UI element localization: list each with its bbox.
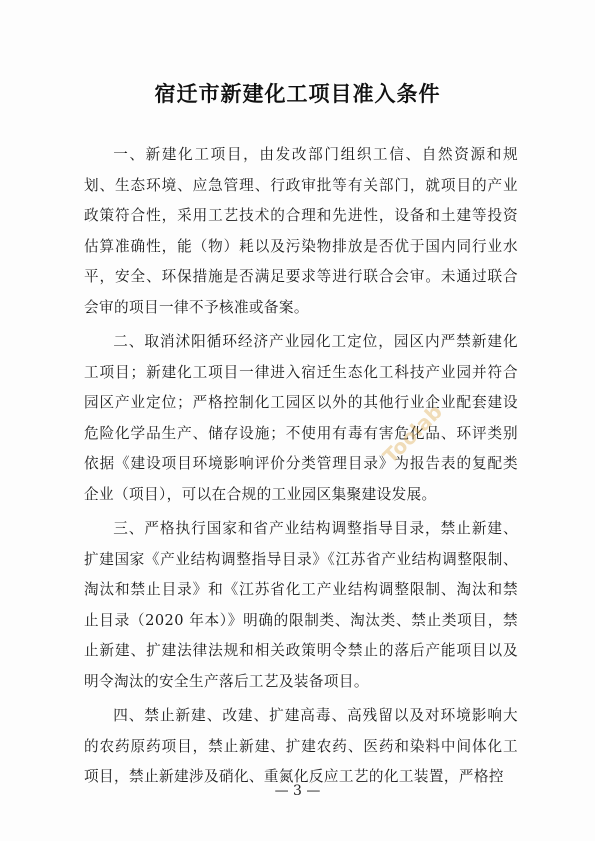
paragraph-2: 二、取消沭阳循环经济产业园化工定位，园区内严禁新建化工项目；新建化工项目一律进入宿迁生态化工科技产业园并符合园区产业定位；严格控制化工园区以外的其他行业企业配套建设危险化学品生产、储存设施；不使用有毒有害危化品、环评类别依据《建设项目环境影响评价分类管理目录》为报告表的复配类企业（项目），可以在合规的工业园区集聚建设发展。 — [84, 333, 518, 503]
document-title: 宿迁市新建化工项目准入条件 — [154, 81, 441, 106]
document-body — [84, 140, 518, 797]
watermark-text: Toolab — [378, 399, 447, 469]
paragraph-1: 一、新建化工项目，由发改部门组织工信、自然资源和规划、生态环境、应急管理、行政审批等有关部门，就项目的产业政策符合性，采用工艺技术的合理和先进性，设备和土建等投资估算准确性，能（物）耗以及污染物排放是否优于国内同行业水平，安全、环保措施是否满足要求等进行联合会审。未通过联合会审的项目一律不予核准或备案。 — [84, 146, 518, 316]
page-number: — 3 — — [274, 783, 321, 799]
paragraph-4: 四、禁止新建、改建、扩建高毒、高残留以及对环境影响大的农药原药项目，禁止新建、扩建农药、医药和染料中间体化工项目，禁止新建涉及硝化、重氮化反应工艺的化工装置，严格控 — [84, 707, 518, 785]
paragraph-3: 三、严格执行国家和省产业结构调整指导目录，禁止新建、扩建国家《产业结构调整指导目录》《江苏省产业结构调整限制、淘汰和禁止目录》和《江苏省化工产业结构调整限制、淘汰和禁止目录（2020 年本）》明确的限制类、淘汰类、禁止类项目，禁止新建、扩建法律法规和相关政策明令禁止的落后产能项目以及明令淘汰的安全生产落后工艺及装备项目。 — [84, 520, 518, 690]
